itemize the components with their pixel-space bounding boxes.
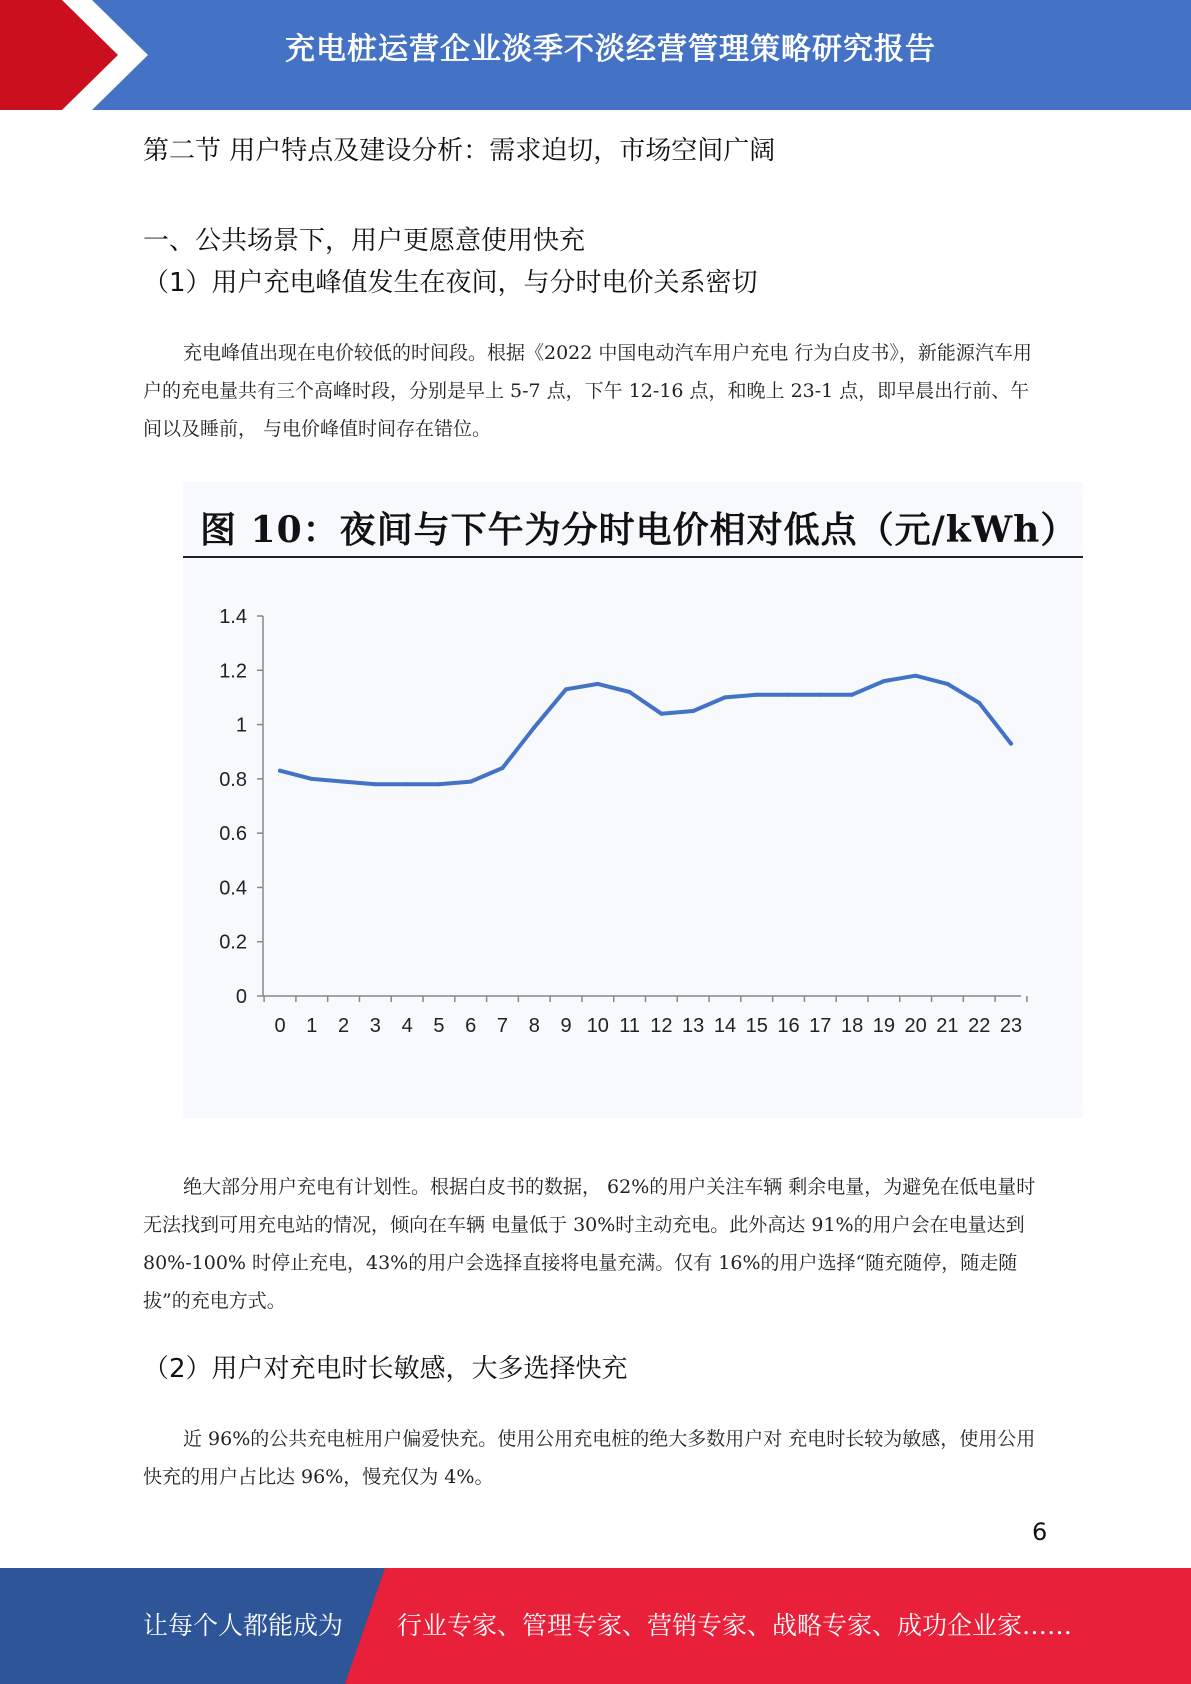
x-tick-label: 15: [745, 1015, 768, 1037]
x-tick-label: 12: [650, 1015, 673, 1037]
x-tick-label: 7: [496, 1015, 509, 1037]
x-tick-label: 14: [713, 1015, 737, 1037]
x-tick-label: 16: [777, 1015, 800, 1037]
x-tick-label: 20: [904, 1015, 927, 1037]
data-point: [373, 782, 377, 786]
data-point: [945, 682, 949, 686]
data-point: [405, 782, 409, 786]
y-tick-label: 0.2: [219, 931, 247, 954]
x-tick-label: 19: [872, 1015, 895, 1037]
data-point: [500, 766, 504, 770]
figure-title: 图 10：夜间与下午为分时电价相对低点（元/kWh）: [200, 509, 1078, 551]
page-number: 6: [1032, 1518, 1048, 1546]
figure-10: [183, 482, 1083, 1118]
x-tick-label: 10: [586, 1015, 609, 1037]
subheading-public-scenario: 一、公共场景下，用户更愿意使用快充: [143, 226, 586, 256]
y-tick-label: 0.6: [219, 823, 247, 846]
section-heading: 第二节 用户特点及建设分析：需求迫切，市场空间广阔: [143, 136, 776, 166]
data-point: [564, 687, 568, 691]
data-point: [691, 709, 695, 713]
y-tick-label: 0.4: [219, 877, 247, 900]
report-title: 充电桩运营企业淡季不淡经营管理策略研究报告: [285, 32, 936, 67]
y-tick-label: 1.2: [219, 660, 247, 683]
price-line-chart: [183, 560, 1083, 1116]
footer-slogan-left: 让每个人都能成为: [143, 1611, 344, 1640]
x-tick-label: 5: [433, 1015, 445, 1037]
page-footer: [0, 1568, 1191, 1684]
x-tick-label: 17: [809, 1015, 832, 1037]
data-point: [342, 780, 346, 784]
data-point: [723, 695, 727, 699]
data-point: [850, 693, 854, 697]
x-tick-label: 9: [560, 1015, 572, 1037]
data-point: [882, 679, 886, 683]
data-point: [310, 777, 314, 781]
x-tick-label: 6: [465, 1015, 477, 1037]
x-tick-label: 18: [840, 1015, 864, 1037]
subheading-peak-at-night: （1）用户充电峰值发生在夜间，与分时电价关系密切: [143, 268, 758, 298]
data-point: [787, 693, 791, 697]
data-point: [659, 712, 663, 716]
x-tick-label: 1: [306, 1015, 318, 1037]
price-series-line: [280, 676, 1011, 785]
y-tick-label: 0.8: [219, 768, 247, 791]
figure-title-rule: [183, 556, 1083, 558]
data-point: [278, 769, 282, 773]
data-point: [755, 693, 759, 697]
paragraph-fast-charge-share: 近 96%的公共充电桩用户偏爱快充。使用公用充电桩的绝大多数用户对 充电时长较为敏感，使用公用快充的用户占比达 96%，慢充仅为 4%。: [143, 1428, 1036, 1488]
x-tick-label: 22: [968, 1015, 991, 1037]
x-tick-label: 11: [619, 1015, 640, 1037]
x-tick-label: 3: [369, 1015, 381, 1037]
x-tick-label: 13: [682, 1015, 705, 1037]
y-tick-label: 0: [235, 986, 247, 1008]
x-tick-label: 4: [401, 1015, 413, 1037]
x-tick-label: 2: [338, 1015, 350, 1037]
footer-slogan-right: 行业专家、管理专家、营销专家、战略专家、成功企业家……: [397, 1611, 1073, 1640]
y-tick-label: 1.4: [219, 606, 247, 628]
subheading-fast-charge: （2）用户对充电时长敏感，大多选择快充: [143, 1354, 628, 1384]
data-point: [596, 682, 600, 686]
data-point: [1009, 742, 1013, 746]
page-header: [0, 0, 1191, 110]
y-tick-label: 1: [235, 714, 247, 737]
data-point: [628, 690, 632, 694]
data-point: [818, 693, 822, 697]
x-tick-label: 23: [999, 1015, 1023, 1037]
x-tick-label: 0: [274, 1015, 286, 1037]
data-point: [469, 780, 473, 784]
data-point: [437, 782, 441, 786]
paragraph-charging-plan: 绝大部分用户充电有计划性。根据白皮书的数据， 62%的用户关注车辆 剩余电量，为避免在低电量时无法找到可用充电站的情况，倾向在车辆 电量低于 30%时主动充电。此外高达 91%的用户会在电量达到 80%-100% 时停止充电，43%的用户会选择直接将电量充满。仅有 16%的用户选择“随充随停，随走随拔”的充电方式。: [143, 1176, 1036, 1312]
data-point: [977, 701, 981, 705]
x-tick-label: 8: [528, 1015, 540, 1037]
x-tick-label: 21: [936, 1015, 959, 1037]
paragraph-peak-periods: 充电峰值出现在电价较低的时间段。根据《2022 中国电动汽车用户充电 行为白皮书》，新能源汽车用户的充电量共有三个高峰时段，分别是早上 5-7 点，下午 12-16 点，和晚上 23-1 点，即早晨出行前、午间以及睡前， 与电价峰值时间存在错位。: [143, 342, 1032, 440]
data-point: [914, 674, 918, 678]
data-point: [532, 725, 536, 729]
